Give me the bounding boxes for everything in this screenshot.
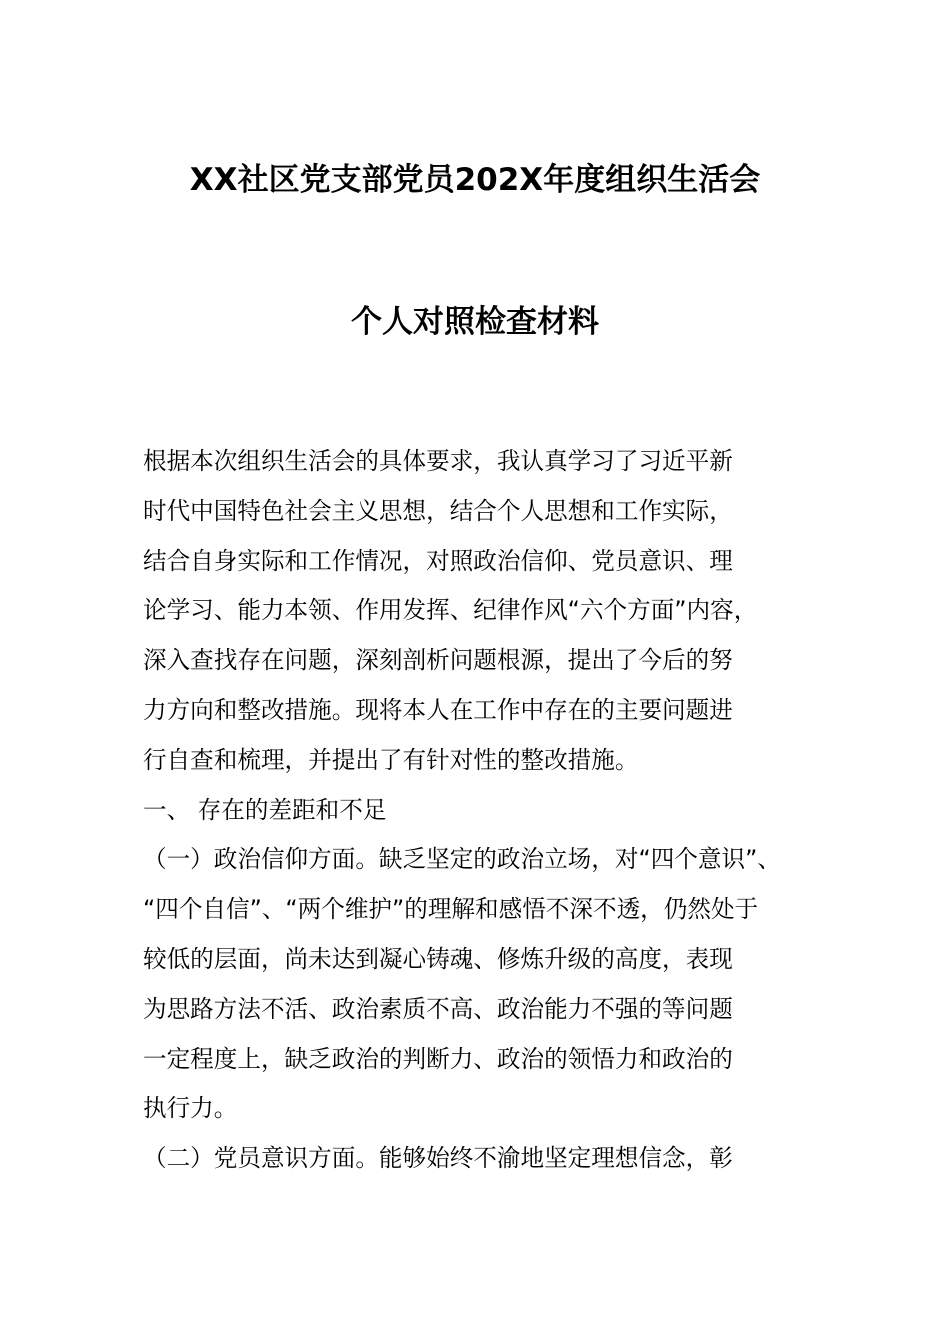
- body-line: “四个自信”、“两个维护”的理解和感悟不深不透，仍然处于: [143, 895, 759, 924]
- document-title-line-1: XX社区党支部党员202X年度组织生活会: [189, 162, 761, 198]
- body-line: 一定程度上，缺乏政治的判断力、政治的领悟力和政治的: [143, 1044, 733, 1073]
- body-line: 论学习、能力本领、作用发挥、纪律作风“六个方面”内容，: [143, 596, 758, 625]
- document-title-line-2: 个人对照检查材料: [351, 304, 599, 340]
- section-heading: 一、 存在的差距和不足: [143, 795, 387, 824]
- body-line: 根据本次组织生活会的具体要求，我认真学习了习近平新: [143, 447, 733, 475]
- body-line: 结合自身实际和工作情况，对照政治信仰、党员意识、理: [143, 546, 733, 575]
- body-line: 为思路方法不活、政治素质不高、政治能力不强的等问题: [143, 994, 733, 1023]
- body-line: （二）党员意识方面。能够始终不渝地坚定理想信念，彰: [143, 1144, 733, 1173]
- body-line: 执行力。: [143, 1094, 238, 1123]
- document-body: [143, 437, 815, 1184]
- body-line: 力方向和整改措施。现将本人在工作中存在的主要问题进: [143, 695, 733, 724]
- body-line: 行自查和梳理，并提出了有针对性的整改措施。: [143, 745, 639, 774]
- body-line: 深入查找存在问题，深刻剖析问题根源，提出了今后的努: [143, 646, 733, 675]
- body-line: 时代中国特色社会主义思想，结合个人思想和工作实际，: [143, 496, 733, 525]
- body-line: （一）政治信仰方面。缺乏坚定的政治立场，对“四个意识”、: [143, 845, 781, 874]
- body-line: 较低的层面，尚未达到凝心铸魂、修炼升级的高度，表现: [143, 944, 733, 973]
